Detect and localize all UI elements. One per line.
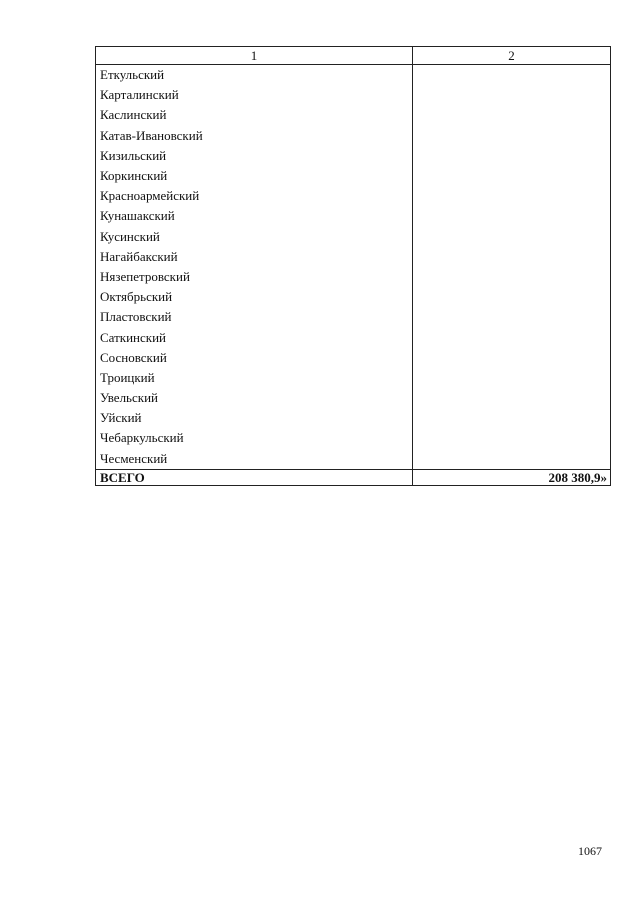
district-name: Катав-Ивановский [96, 126, 413, 146]
district-value [413, 206, 611, 226]
table-row [96, 105, 611, 125]
district-value [413, 287, 611, 307]
district-value [413, 186, 611, 206]
column-header-2: 2 [413, 47, 611, 65]
table-row [96, 206, 611, 226]
total-value: 208 380,9» [413, 469, 611, 485]
district-name: Красноармейский [96, 186, 413, 206]
district-name: Саткинский [96, 327, 413, 347]
district-name: Нязепетровский [96, 267, 413, 287]
district-value [413, 105, 611, 125]
table-row [96, 247, 611, 267]
district-name: Нагайбакский [96, 247, 413, 267]
table-row [96, 327, 611, 347]
table-row [96, 408, 611, 428]
district-value [413, 449, 611, 470]
district-table [95, 46, 611, 486]
page-number: 1067 [578, 844, 602, 858]
table-row [96, 186, 611, 206]
table-row [96, 65, 611, 86]
district-value [413, 388, 611, 408]
table-row [96, 287, 611, 307]
district-name: Кусинский [96, 227, 413, 247]
district-name: Кизильский [96, 146, 413, 166]
table-body [96, 65, 611, 470]
table-row [96, 85, 611, 105]
table-row [96, 166, 611, 186]
district-name: Еткульский [96, 65, 413, 86]
district-value [413, 166, 611, 186]
table-row [96, 146, 611, 166]
district-name: Чебаркульский [96, 428, 413, 448]
district-name: Уйский [96, 408, 413, 428]
table-row [96, 267, 611, 287]
district-value [413, 247, 611, 267]
total-row [96, 469, 611, 485]
table-row [96, 388, 611, 408]
district-value [413, 85, 611, 105]
district-value [413, 307, 611, 327]
district-value [413, 408, 611, 428]
district-name: Коркинский [96, 166, 413, 186]
district-value [413, 348, 611, 368]
table-header-row [96, 47, 611, 65]
table-row [96, 368, 611, 388]
district-value [413, 126, 611, 146]
district-name: Карталинский [96, 85, 413, 105]
table-row [96, 428, 611, 448]
district-name: Троицкий [96, 368, 413, 388]
district-value [413, 227, 611, 247]
district-name: Октябрьский [96, 287, 413, 307]
column-header-1: 1 [96, 47, 413, 65]
table-row [96, 449, 611, 470]
district-name: Чесменский [96, 449, 413, 470]
district-name: Каслинский [96, 105, 413, 125]
district-name: Пластовский [96, 307, 413, 327]
district-name: Увельский [96, 388, 413, 408]
district-value [413, 65, 611, 86]
district-value [413, 428, 611, 448]
table-row [96, 227, 611, 247]
table-row [96, 307, 611, 327]
district-value [413, 267, 611, 287]
district-value [413, 146, 611, 166]
district-name: Сосновский [96, 348, 413, 368]
district-value [413, 368, 611, 388]
total-label: ВСЕГО [96, 469, 413, 485]
district-value [413, 327, 611, 347]
table-row [96, 126, 611, 146]
district-name: Кунашакский [96, 206, 413, 226]
table-row [96, 348, 611, 368]
